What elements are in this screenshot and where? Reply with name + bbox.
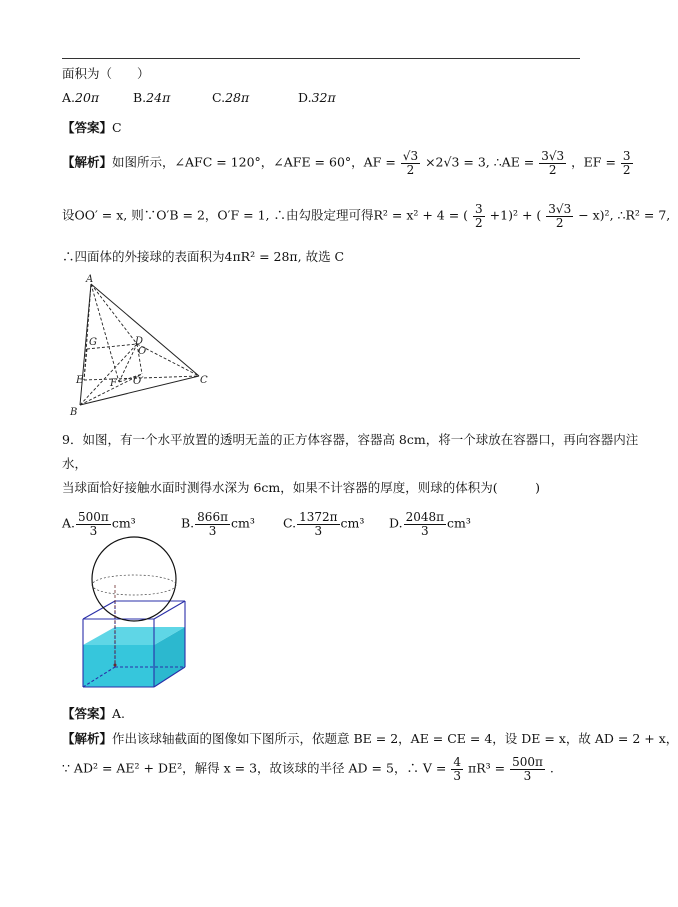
label-c: C (200, 375, 208, 386)
label-a: A (86, 274, 94, 285)
q9-analysis-line2: ∵ AD² = AE² + DE²，解得 x = 3，故该球的半径 AD = 5，∴ V = $\frac{4}{3}$ πR³ = $\frac{500\pi}{3}$ . (62, 755, 554, 783)
q9-option-b: B. $\frac{866\pi}{3}$ cm³ (181, 510, 255, 538)
edge-ad (91, 284, 137, 344)
tetrahedron-figure (62, 272, 232, 422)
cube-sphere-figure (78, 545, 198, 695)
q8-analysis-line2: 设OO′ = x, 则∵O′B = 2，O′F = 1, ∴由勾股定理可得R² = x² + 4 = ( $\frac{3}{2}$ +1)² + ( $\frac{3√3}{2}$ − x)², ∴R² = 7, (62, 202, 671, 230)
q9-option-d: D. $\frac{2048\pi}{3}$ cm³ (389, 510, 471, 538)
q8-answer: 【答案】C (62, 120, 122, 135)
header-rule (62, 58, 580, 59)
q8-option-b: B.24π (133, 90, 171, 105)
q9-stem-line1: 9．如图，有一个水平放置的透明无盖的正方体容器，容器高 8cm，将一个球放在容器口，再向容器内注 (62, 432, 639, 447)
q8-option-d: D.32π (298, 90, 336, 105)
cube-edge (154, 601, 185, 619)
q9-answer: 【答案】A. (62, 706, 126, 721)
q9-analysis-line1: 【解析】作出该球轴截面的图像如下图所示，依题意 BE = 2，AE = CE = 4，设 DE = x，故 AD = 2 + x， (62, 731, 678, 746)
sphere (92, 537, 176, 621)
label-b: B (70, 407, 78, 418)
q8-stem-tail: 面积为（ ） (62, 66, 150, 81)
q8-option-a: A.20π (62, 90, 100, 105)
q9-option-a: A. $\frac{500\pi}{3}$ cm³ (62, 510, 136, 538)
q8-option-c: C.28π (212, 90, 250, 105)
label-d: D (135, 336, 144, 347)
q8-analysis-line1: 【解析】如图所示，∠AFC = 120°，∠AFE = 60°，AF = $\frac{√3}{2}$ ×2√3 = 3, ∴AE = $\frac{3√3}{2}$ ，EF = $\frac{3}{2}$ (62, 149, 631, 177)
edge-dc (137, 344, 199, 376)
label-o: O (138, 346, 147, 357)
edge-bd (80, 344, 137, 405)
sphere-equator (92, 575, 176, 595)
label-g: G (89, 337, 97, 348)
label-e: E (76, 375, 84, 386)
label-f: F (110, 378, 117, 389)
edge-ac (91, 284, 199, 376)
q8-analysis-line3: ∴四面体的外接球的表面积为4πR² = 28π, 故选 C (62, 249, 345, 264)
q9-option-c: C. $\frac{1372\pi}{3}$ cm³ (283, 510, 365, 538)
sphere-point (114, 664, 117, 667)
q9-stem-line2: 水， (62, 456, 88, 471)
cube-edge (83, 601, 115, 619)
label-o-prime: O′ (133, 376, 144, 387)
q9-stem-line3: 当球面恰好接触水面时测得水深为 6cm，如果不计容器的厚度，则球的体积为( ) (62, 480, 541, 495)
